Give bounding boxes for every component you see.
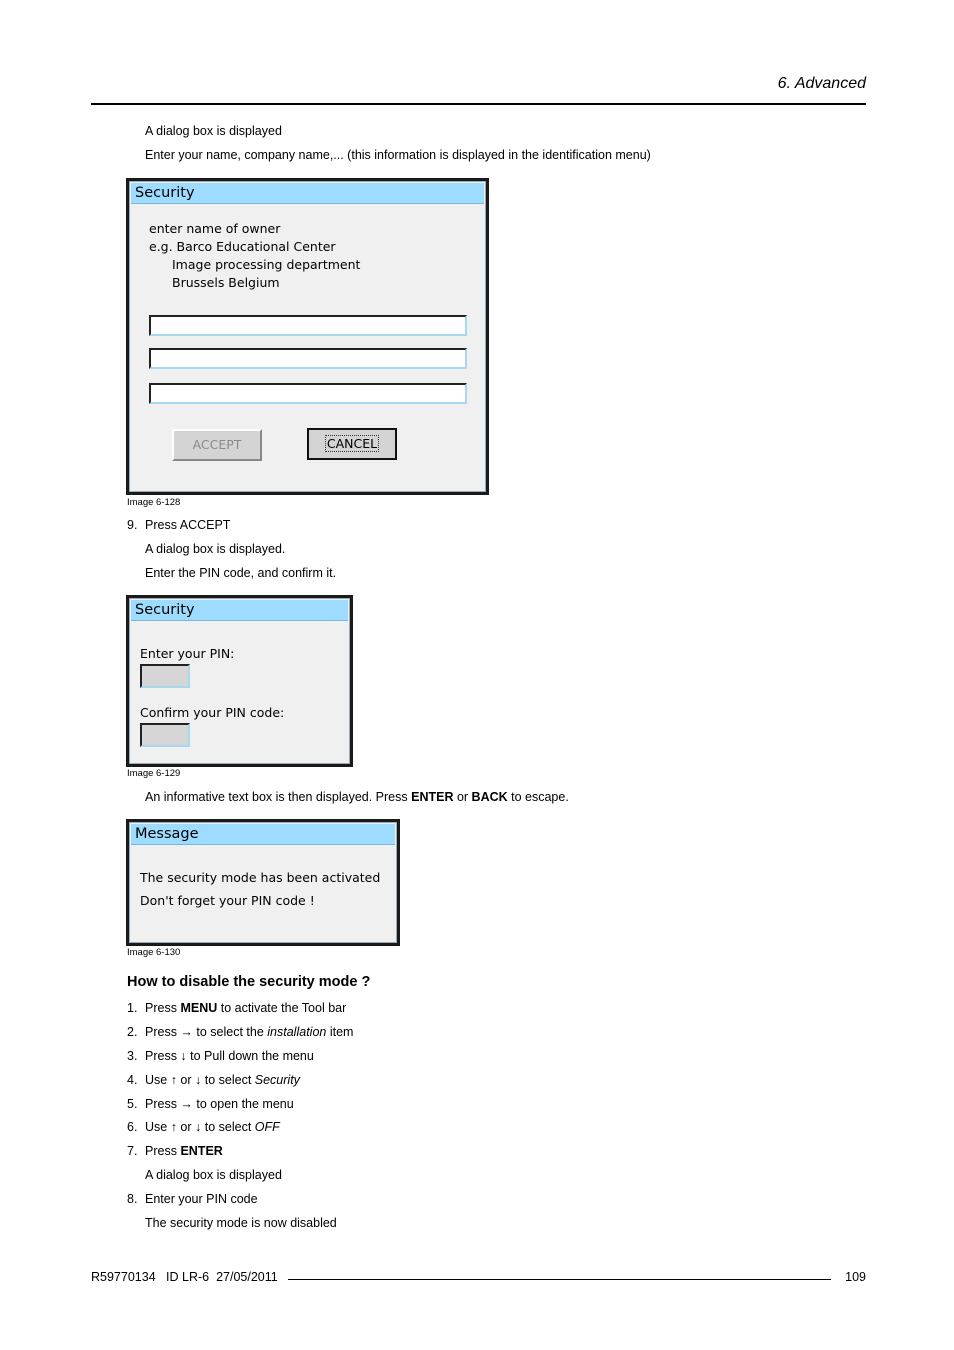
step-text: Press ↓ to Pull down the menu bbox=[145, 1049, 314, 1063]
step-text: Press bbox=[145, 1001, 181, 1015]
back-key: BACK bbox=[471, 790, 508, 804]
pin-input[interactable] bbox=[140, 664, 190, 688]
step-3 bbox=[127, 1049, 314, 1064]
intro-line-1: A dialog box is displayed bbox=[145, 124, 282, 138]
step-number: 4. bbox=[127, 1073, 138, 1087]
dialog-text-line: enter name of owner bbox=[149, 221, 281, 236]
menu-item-name: installation bbox=[267, 1025, 327, 1039]
cancel-button-label: CANCEL bbox=[326, 436, 378, 451]
step-6 bbox=[127, 1120, 280, 1135]
menu-item-name: OFF bbox=[254, 1120, 280, 1134]
chapter-title: 6. Advanced bbox=[777, 75, 866, 92]
footer-doc-id: R59770134 ID LR-6 27/05/2011 bbox=[91, 1270, 278, 1284]
message-line: The security mode has been activated bbox=[140, 870, 381, 885]
owner-name-field-2[interactable] bbox=[149, 348, 467, 369]
step-number: 6. bbox=[127, 1120, 138, 1134]
step-number: 7. bbox=[127, 1144, 138, 1158]
step-1 bbox=[127, 1001, 346, 1016]
step-number: 1. bbox=[127, 1001, 138, 1015]
security-owner-dialog bbox=[126, 178, 489, 495]
info-text: to escape. bbox=[507, 790, 569, 804]
confirm-pin-label: Confirm your PIN code: bbox=[140, 705, 285, 720]
image-caption: Image 6-129 bbox=[127, 768, 181, 779]
page-number: 109 bbox=[845, 1270, 866, 1284]
step-text: Enter your PIN code bbox=[145, 1192, 258, 1206]
dialog-title: Security bbox=[131, 600, 348, 621]
step-number: 2. bbox=[127, 1025, 138, 1039]
image-caption: Image 6-128 bbox=[127, 497, 181, 508]
step-8-sub: The security mode is now disabled bbox=[145, 1216, 337, 1230]
step-number: 9. bbox=[127, 518, 138, 532]
step-text: item bbox=[326, 1025, 354, 1039]
step-text: Press → to select the bbox=[145, 1025, 268, 1039]
step-7 bbox=[127, 1144, 223, 1159]
info-text: An informative text box is then displayed. Press bbox=[145, 790, 412, 804]
info-line bbox=[145, 790, 569, 805]
step-9-sub-1: A dialog box is displayed. bbox=[145, 542, 286, 556]
message-dialog bbox=[126, 819, 400, 946]
step-9 bbox=[127, 518, 230, 533]
dialog-title: Message bbox=[131, 824, 395, 845]
accept-button[interactable]: ACCEPT bbox=[172, 429, 262, 461]
enter-key: ENTER bbox=[180, 1144, 223, 1158]
step-7-sub: A dialog box is displayed bbox=[145, 1168, 282, 1182]
owner-name-field-1[interactable] bbox=[149, 315, 467, 336]
header-rule bbox=[91, 103, 866, 105]
step-number: 5. bbox=[127, 1097, 138, 1111]
step-number: 8. bbox=[127, 1192, 138, 1206]
message-line: Don't forget your PIN code ! bbox=[140, 893, 315, 908]
step-text: Use ↑ or ↓ to select bbox=[145, 1073, 255, 1087]
cancel-button[interactable] bbox=[307, 428, 397, 460]
step-text: Press bbox=[145, 1144, 181, 1158]
step-9-sub-2: Enter the PIN code, and confirm it. bbox=[145, 566, 337, 580]
step-5 bbox=[127, 1097, 294, 1112]
step-number: 3. bbox=[127, 1049, 138, 1063]
step-text: Press → to open the menu bbox=[145, 1097, 294, 1111]
intro-line-2: Enter your name, company name,... (this information is displayed in the identification menu) bbox=[145, 148, 651, 162]
dialog-text-line: Brussels Belgium bbox=[172, 275, 280, 290]
step-text: Press ACCEPT bbox=[145, 518, 231, 532]
dialog-title: Security bbox=[131, 183, 484, 204]
confirm-pin-input[interactable] bbox=[140, 723, 190, 747]
step-text: to activate the Tool bar bbox=[217, 1001, 347, 1015]
dialog-text-line: e.g. Barco Educational Center bbox=[149, 239, 336, 254]
menu-key: MENU bbox=[180, 1001, 218, 1015]
step-4 bbox=[127, 1073, 300, 1088]
step-8 bbox=[127, 1192, 258, 1207]
menu-item-name: Security bbox=[254, 1073, 300, 1087]
section-heading: How to disable the security mode ? bbox=[127, 974, 371, 990]
info-text: or bbox=[453, 790, 472, 804]
footer-rule bbox=[288, 1279, 831, 1280]
dialog-text-line: Image processing department bbox=[172, 257, 361, 272]
enter-key: ENTER bbox=[411, 790, 454, 804]
image-caption: Image 6-130 bbox=[127, 947, 181, 958]
security-pin-dialog bbox=[126, 595, 353, 767]
step-text: Use ↑ or ↓ to select bbox=[145, 1120, 255, 1134]
pin-label: Enter your PIN: bbox=[140, 646, 235, 661]
step-2 bbox=[127, 1025, 353, 1040]
owner-name-field-3[interactable] bbox=[149, 383, 467, 404]
